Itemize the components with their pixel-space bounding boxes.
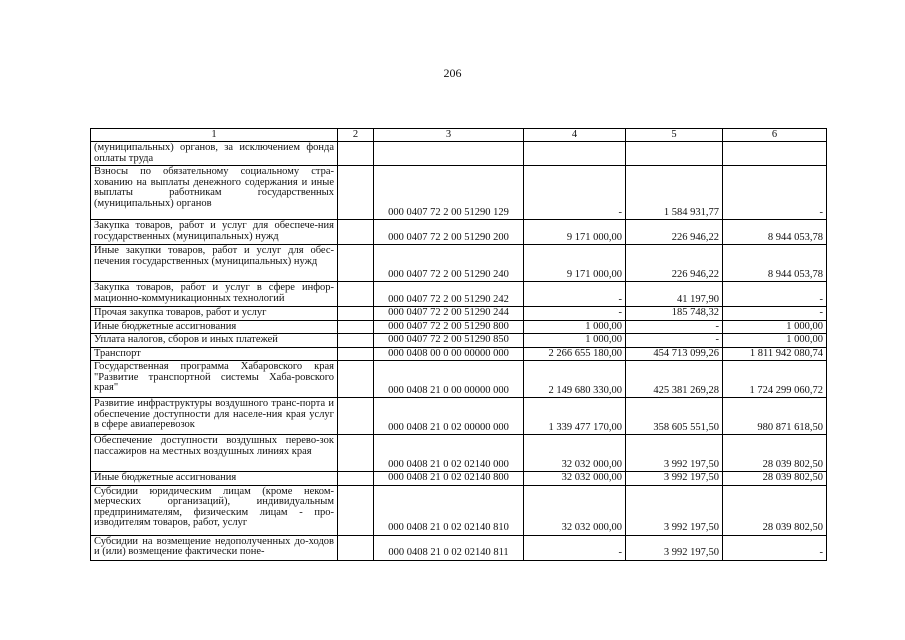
row-code: 000 0408 21 0 02 02140 800 <box>374 472 524 486</box>
row-value-5: - <box>626 320 723 334</box>
column-header: 3 <box>374 129 524 142</box>
row-value-6: 980 871 618,50 <box>723 398 827 435</box>
row-value-5: 358 605 551,50 <box>626 398 723 435</box>
column-header: 1 <box>91 129 338 142</box>
row-code <box>374 142 524 166</box>
row-value-6: 8 944 053,78 <box>723 220 827 245</box>
row-value-5: 3 992 197,50 <box>626 485 723 535</box>
row-name: Транспорт <box>91 347 338 361</box>
row-col2 <box>338 307 374 321</box>
page-number: 206 <box>443 66 462 80</box>
row-col2 <box>338 535 374 560</box>
row-value-6: 1 000,00 <box>723 320 827 334</box>
column-header: 5 <box>626 129 723 142</box>
row-code: 000 0408 21 0 02 02140 811 <box>374 535 524 560</box>
table-row <box>91 307 827 321</box>
row-col2 <box>338 142 374 166</box>
row-code: 000 0407 72 2 00 51290 850 <box>374 334 524 348</box>
row-value-4: 32 032 000,00 <box>524 485 626 535</box>
row-value-4: 2 149 680 330,00 <box>524 361 626 398</box>
row-col2 <box>338 361 374 398</box>
table-row <box>91 472 827 486</box>
row-name: Закупка товаров, работ и услуг для обеспече-ния государственных (муниципальных) нужд <box>91 220 338 245</box>
row-name: Иные бюджетные ассигнования <box>91 472 338 486</box>
row-name: Субсидии юридическим лицам (кроме неком-мерческих организаций), индивидуальным предпринимателям, физическим лицам - про-изводителям товаров, работ, услуг <box>91 485 338 535</box>
row-value-6: 8 944 053,78 <box>723 245 827 282</box>
row-code: 000 0407 72 2 00 51290 800 <box>374 320 524 334</box>
row-value-4: 32 032 000,00 <box>524 472 626 486</box>
row-value-5: 1 584 931,77 <box>626 166 723 220</box>
row-value-4: 9 171 000,00 <box>524 220 626 245</box>
row-value-6: - <box>723 282 827 307</box>
table-row <box>91 142 827 166</box>
row-code: 000 0408 00 0 00 00000 000 <box>374 347 524 361</box>
table-row <box>91 435 827 472</box>
row-value-6: 28 039 802,50 <box>723 472 827 486</box>
row-code: 000 0407 72 2 00 51290 240 <box>374 245 524 282</box>
row-col2 <box>338 166 374 220</box>
row-col2 <box>338 282 374 307</box>
row-name: Государственная программа Хабаровского края "Развитие транспортной системы Хаба-ровского края" <box>91 361 338 398</box>
row-name: Субсидии на возмещение недополученных до-ходов и (или) возмещение фактически поне- <box>91 535 338 560</box>
row-code: 000 0408 21 0 02 02140 000 <box>374 435 524 472</box>
row-value-5: 226 946,22 <box>626 245 723 282</box>
row-value-5 <box>626 142 723 166</box>
table-row <box>91 282 827 307</box>
row-name: Прочая закупка товаров, работ и услуг <box>91 307 338 321</box>
row-col2 <box>338 320 374 334</box>
row-value-5: 454 713 099,26 <box>626 347 723 361</box>
table-row <box>91 220 827 245</box>
row-value-4: 9 171 000,00 <box>524 245 626 282</box>
table-row <box>91 535 827 560</box>
row-name: Иные закупки товаров, работ и услуг для обес-печения государственных (муниципальных) нужд <box>91 245 338 282</box>
row-col2 <box>338 435 374 472</box>
row-code: 000 0407 72 2 00 51290 129 <box>374 166 524 220</box>
column-header: 2 <box>338 129 374 142</box>
row-col2 <box>338 347 374 361</box>
row-code: 000 0408 21 0 02 00000 000 <box>374 398 524 435</box>
table-row <box>91 361 827 398</box>
row-value-5: - <box>626 334 723 348</box>
row-code: 000 0408 21 0 02 02140 810 <box>374 485 524 535</box>
table-row <box>91 485 827 535</box>
row-name: Развитие инфраструктуры воздушного транс-порта и обеспечение доступности для населе-ния края услуг в сфере авиаперевозок <box>91 398 338 435</box>
row-value-5: 3 992 197,50 <box>626 472 723 486</box>
row-value-6: 28 039 802,50 <box>723 485 827 535</box>
row-value-4: - <box>524 282 626 307</box>
row-value-6: 1 724 299 060,72 <box>723 361 827 398</box>
row-value-6: - <box>723 535 827 560</box>
table-row <box>91 347 827 361</box>
row-name: Закупка товаров, работ и услуг в сфере инфор-мационно-коммуникационных технологий <box>91 282 338 307</box>
budget-table <box>90 128 827 561</box>
column-header: 4 <box>524 129 626 142</box>
row-col2 <box>338 472 374 486</box>
row-col2 <box>338 245 374 282</box>
row-code: 000 0408 21 0 00 00000 000 <box>374 361 524 398</box>
table-row <box>91 398 827 435</box>
row-value-5: 41 197,90 <box>626 282 723 307</box>
row-col2 <box>338 220 374 245</box>
row-name: Обеспечение доступности воздушных перево-зок пассажиров на местных воздушных линиях края <box>91 435 338 472</box>
row-value-6: - <box>723 307 827 321</box>
row-value-4: 1 339 477 170,00 <box>524 398 626 435</box>
row-value-5: 3 992 197,50 <box>626 535 723 560</box>
row-value-6: 1 000,00 <box>723 334 827 348</box>
row-value-4: 32 032 000,00 <box>524 435 626 472</box>
row-value-5: 226 946,22 <box>626 220 723 245</box>
row-value-4: - <box>524 166 626 220</box>
table-header-row <box>91 129 827 142</box>
row-name: Уплата налогов, сборов и иных платежей <box>91 334 338 348</box>
row-col2 <box>338 334 374 348</box>
row-value-4: 1 000,00 <box>524 320 626 334</box>
column-header: 6 <box>723 129 827 142</box>
row-value-6: 1 811 942 080,74 <box>723 347 827 361</box>
row-value-4: 1 000,00 <box>524 334 626 348</box>
table-row <box>91 334 827 348</box>
row-value-4: - <box>524 307 626 321</box>
row-code: 000 0407 72 2 00 51290 244 <box>374 307 524 321</box>
table-row <box>91 166 827 220</box>
row-code: 000 0407 72 2 00 51290 242 <box>374 282 524 307</box>
row-value-5: 425 381 269,28 <box>626 361 723 398</box>
table-row <box>91 320 827 334</box>
row-code: 000 0407 72 2 00 51290 200 <box>374 220 524 245</box>
row-value-4 <box>524 142 626 166</box>
table-row <box>91 245 827 282</box>
row-col2 <box>338 398 374 435</box>
row-value-6 <box>723 142 827 166</box>
row-value-5: 185 748,32 <box>626 307 723 321</box>
row-value-5: 3 992 197,50 <box>626 435 723 472</box>
row-value-6: - <box>723 166 827 220</box>
row-name: Иные бюджетные ассигнования <box>91 320 338 334</box>
row-name: (муниципальных) органов, за исключением фонда оплаты труда <box>91 142 338 166</box>
row-name: Взносы по обязательному социальному стра-хованию на выплаты денежного содержания и иные выплаты работникам государственных (муниципальных) органов <box>91 166 338 220</box>
row-col2 <box>338 485 374 535</box>
row-value-6: 28 039 802,50 <box>723 435 827 472</box>
row-value-4: - <box>524 535 626 560</box>
row-value-4: 2 266 655 180,00 <box>524 347 626 361</box>
